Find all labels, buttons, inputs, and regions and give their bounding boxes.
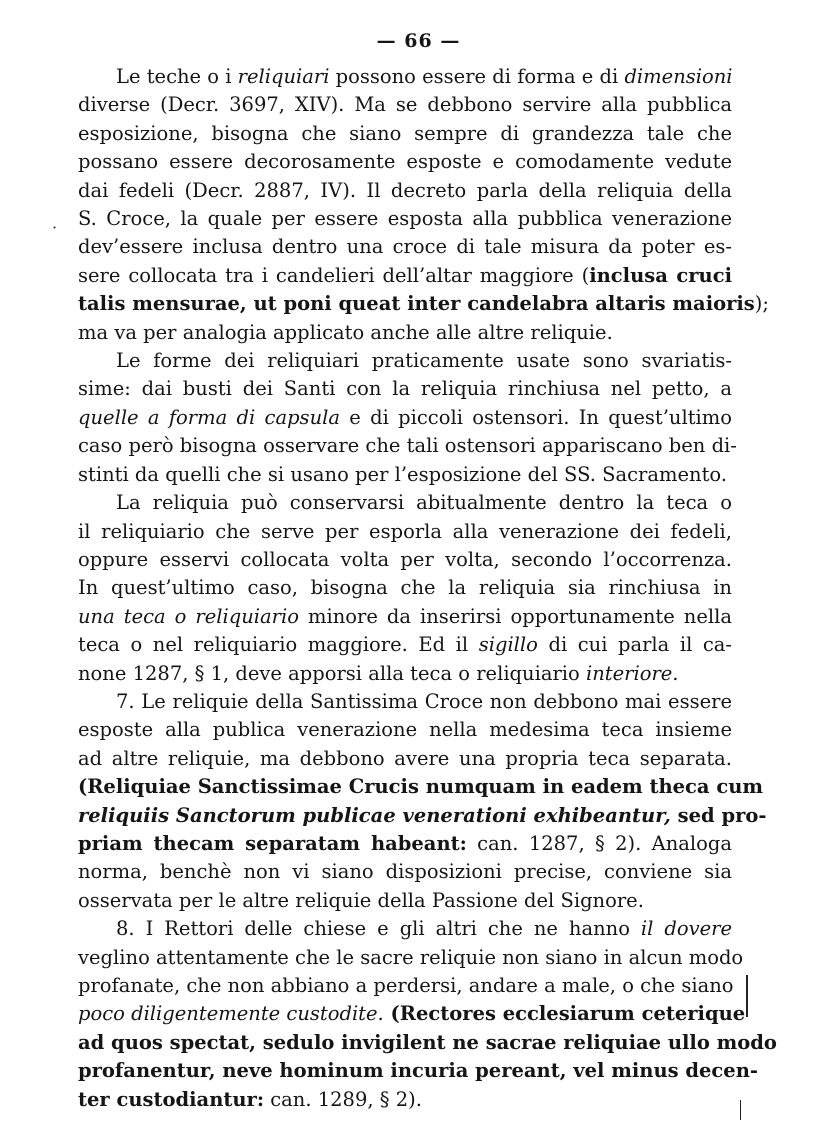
text-run: ma va per analogia applicato anche alle altre reliquie. [78, 320, 613, 344]
text-line [78, 603, 732, 631]
text-run: esposte alla publica venerazione nella medesima teca insieme [78, 718, 732, 742]
text-line [78, 489, 732, 517]
text-run: norma, benchè non vi siano disposizioni precise, conviene sia [78, 860, 732, 884]
text-run: ter custodiantur: [78, 1087, 265, 1111]
text-line [78, 1086, 732, 1114]
text-run: sigillo [478, 633, 538, 657]
text-run: ); [754, 292, 769, 316]
text-run: una teca o reliquiario [78, 604, 299, 628]
text-run: reliquiari [237, 65, 330, 88]
text-run: veglino attentamente che le sacre reliquie non siano in alcun modo [78, 945, 744, 969]
text-line [78, 1029, 777, 1057]
text-run: sed pro- [670, 803, 767, 827]
text-run: il dovere [640, 917, 733, 941]
body-text [78, 63, 777, 1114]
text-line [78, 716, 732, 744]
text-run: il reliquiario che serve per esporla alla venerazione dei fedeli, [78, 519, 732, 543]
text-run: ad quos spectat, sedulo invigilent ne sacrae reliquiae ullo modo [78, 1030, 777, 1054]
text-run: In quest’ultimo caso, bisogna che la reliquia sia rinchiusa in [78, 576, 732, 600]
text-line [78, 63, 732, 91]
text-run: interiore. [585, 661, 679, 685]
text-line [78, 631, 732, 659]
text-line [78, 233, 732, 261]
text-line [78, 887, 732, 915]
text-run: dai fedeli (Decr. 2887, IV). Il decreto parla della reliquia della [78, 178, 732, 202]
text-run: talis mensurae, ut poni queat inter candelabra altaris maioris [78, 292, 755, 316]
text-line [78, 148, 732, 176]
text-line [78, 375, 732, 403]
text-line [78, 858, 732, 886]
text-run: 8. I Rettori delle chiese e gli altri che ne hanno [116, 917, 641, 941]
text-line [78, 319, 732, 347]
text-run: oppure esservi collocata volta per volta, secondo l’occorrenza. [78, 547, 732, 571]
text-run: minore da inserirsi opportunamente nella [298, 604, 733, 628]
text-run: dev’essere inclusa dentro una croce di tale misura da poter es- [78, 235, 732, 259]
text-run: di cui parla il ca- [537, 633, 732, 657]
text-run: possono essere di forma e di [329, 65, 625, 88]
text-run: priam thecam separatam habeant: [78, 831, 467, 855]
text-run: S. Croce, la quale per essere esposta alla pubblica venerazione [78, 207, 732, 231]
text-run: La reliquia può conservarsi abitualmente dentro la teca o [116, 491, 732, 515]
margin-line [746, 975, 748, 1017]
text-line [78, 290, 769, 318]
text-run: none 1287, § 1, deve apporsi alla teca o reliquiario [78, 661, 586, 685]
page-number: — 66 — [376, 30, 461, 52]
text-run: inclusa cruci [589, 263, 732, 287]
text-run: dimensioni [624, 65, 733, 88]
text-run: stinti da quelli che si usano per l’esposizione del SS. Sacramento. [78, 462, 728, 486]
text-line [78, 944, 744, 972]
text-line [78, 773, 764, 801]
text-line [78, 546, 732, 574]
text-line [78, 262, 732, 290]
margin-line [740, 1100, 741, 1120]
text-run: possano essere decorosamente esposte e comodamente vedute [78, 150, 732, 174]
text-line [78, 347, 732, 375]
text-line [78, 91, 732, 119]
text-line [78, 432, 737, 460]
text-run: e di piccoli ostensori. In quest’ultimo [340, 405, 732, 429]
text-run: can. 1287, § 2). Analoga [466, 831, 732, 855]
text-run: teca o nel reliquiario maggiore. Ed il [78, 633, 479, 657]
text-run: sere collocata tra i candelieri dell’altar maggiore ( [78, 263, 590, 287]
text-line [78, 915, 732, 943]
text-line [78, 1057, 758, 1085]
text-line [78, 745, 732, 773]
text-run: osservata per le altre reliquie della Passione del Signore. [78, 888, 644, 912]
text-line [78, 518, 732, 546]
paragraph [78, 63, 769, 347]
text-run: sime: dai busti dei Santi con la reliquia rinchiusa nel petto, a [78, 377, 732, 401]
text-run: Le teche o i [116, 65, 238, 88]
paragraph [78, 688, 767, 915]
text-line [78, 972, 732, 1000]
text-line [78, 461, 732, 489]
text-line [78, 802, 767, 830]
text-line [78, 830, 732, 858]
text-run: Le forme dei reliquiari praticamente usate sono svariatis- [116, 349, 732, 373]
text-run: profanentur, neve hominum incuria pereant, vel minus decen- [78, 1059, 758, 1083]
text-run: reliquiis Sanctorum publicae venerationi exhibeantur, [78, 803, 671, 827]
text-line [78, 1000, 746, 1028]
text-run: 7. Le reliquie della Santissima Croce non debbono mai essere [116, 689, 732, 713]
text-line [78, 120, 732, 148]
text-run: diverse (Decr. 3697, XIV). Ma se debbono servire alla pubblica [78, 93, 732, 117]
text-line [78, 205, 732, 233]
text-run: (Reliquiae Sanctissimae Crucis numquam in eadem theca cum [78, 775, 764, 799]
paragraph [78, 489, 732, 688]
paragraph [78, 347, 737, 489]
text-line [78, 660, 732, 688]
paragraph [78, 915, 777, 1114]
text-run: poco diligentemente custodite. [78, 1002, 384, 1026]
text-run: esposizione, bisogna che siano sempre di grandezza tale che [78, 121, 732, 145]
text-run: ad altre reliquie, ma debbono avere una propria teca separata. [78, 746, 732, 770]
text-line [78, 574, 732, 602]
text-run: caso però bisogna osservare che tali ostensori appariscano ben di- [78, 434, 737, 458]
text-run: profanate, che non abbiano a perdersi, andare a male, o che siano [78, 974, 734, 997]
text-run: can. 1289, § 2). [264, 1087, 422, 1111]
text-run: (Rectores ecclesiarum ceterique [383, 1002, 746, 1026]
text-line [78, 688, 732, 716]
margin-dot: · [52, 218, 58, 237]
text-line [78, 177, 732, 205]
text-run: quelle a forma di capsula [78, 405, 340, 429]
text-line [78, 404, 732, 432]
